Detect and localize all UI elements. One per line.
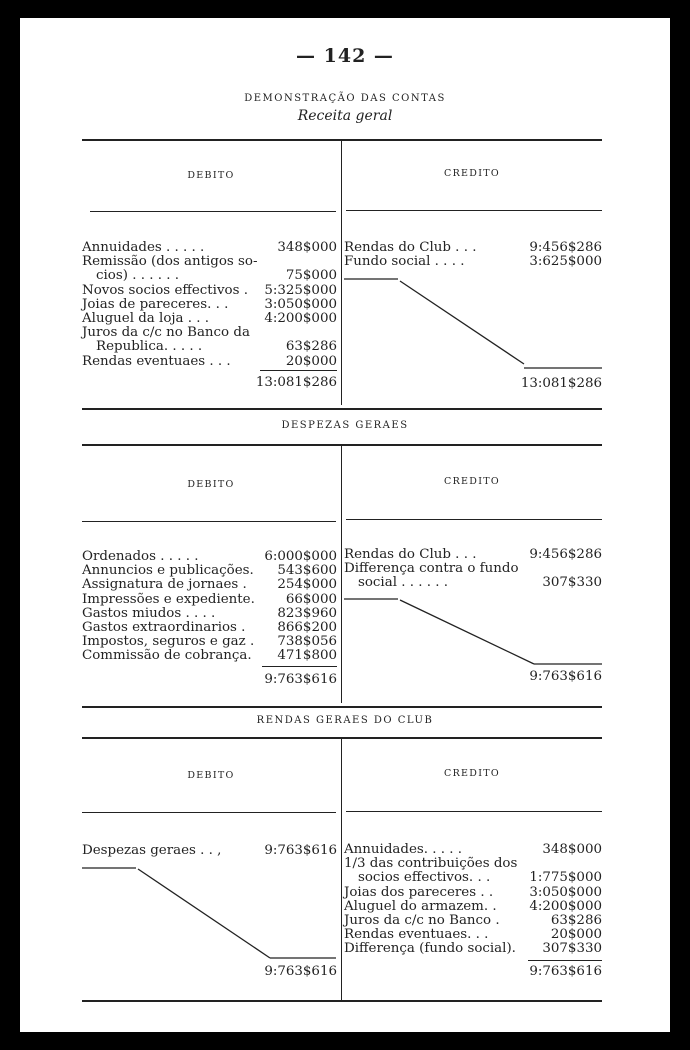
debit-total: 13:081$286 — [255, 375, 337, 390]
section-title: RENDAS GERAES DO CLUB — [256, 715, 434, 726]
ledger-row: Impressões e expediente. 66$000 — [82, 591, 337, 607]
debit-total: 9:763$616 — [264, 672, 337, 687]
document-heading: DEMONSTRAÇÃO DAS CONTAS — [244, 93, 446, 104]
ledger-row: Differença (fundo social). 307$330 — [344, 941, 602, 957]
ledger-row: Rendas do Club . . . 9:456$286 — [344, 240, 602, 255]
debit-header: DEBITO — [187, 479, 235, 490]
ledger-row: Gastos miudos . . . . 823$960 — [82, 605, 337, 621]
ledger-row: Republica. . . . . 63$286 — [96, 339, 337, 355]
ledger-row: Joias de pareceres. . . 3:050$000 — [82, 296, 337, 312]
ledger-row: Annuidades. . . . . 348$000 — [344, 842, 602, 857]
credit-total: 13:081$286 — [520, 376, 602, 391]
ledger-row: Rendas eventuaes . . . 20$000 — [82, 353, 337, 369]
ledger-row: Ordenados . . . . . 6:000$000 — [82, 549, 337, 564]
ledger-row: Differença contra o fundo — [344, 561, 519, 577]
ledger-row: Annuncios e publicações. 543$600 — [82, 563, 337, 579]
ledger-row: Aluguel do armazem. . 4:200$000 — [344, 898, 602, 914]
ledger-row: Annuidades . . . . . 348$000 — [82, 240, 337, 255]
ledger-row: Gastos extraordinarios . 866$200 — [82, 620, 337, 636]
debit-total: 9:763$616 — [264, 964, 337, 979]
ledger-row: Commissão de cobrança. 471$800 — [82, 648, 337, 664]
debit-header: DEBITO — [187, 770, 235, 781]
section-title: DESPEZAS GERAES — [281, 420, 409, 431]
ledger-row: Fundo social . . . . 3:625$000 — [344, 254, 602, 270]
credit-header: CREDITO — [444, 168, 500, 179]
ledger-row: Impostos, seguros e gaz . 738$056 — [82, 634, 337, 650]
credit-total: 9:763$616 — [529, 669, 602, 684]
document-subheading: Receita geral — [297, 108, 393, 124]
ledger-row: Rendas eventuaes. . . 20$000 — [344, 927, 602, 943]
debit-header: DEBITO — [187, 170, 235, 181]
ledger-row: Remissão (dos antigos so- — [82, 254, 258, 270]
page-number: — 142 — — [296, 45, 394, 67]
ledger-row: Juros da c/c no Banco . 63$286 — [344, 913, 602, 929]
ledger-row: Novos socios effectivos . 5:325$000 — [82, 282, 337, 298]
credit-sum-rule — [528, 960, 602, 961]
ledger-row: Assignatura de jornaes . 254$000 — [82, 577, 337, 593]
credit-total: 9:763$616 — [529, 964, 602, 979]
document-page — [20, 18, 670, 1032]
section-bottom-rule — [82, 1000, 602, 1002]
credit-entries — [344, 843, 602, 957]
ledger-row: Despezas geraes . . , 9:763$616 — [82, 843, 337, 858]
ledger-row: 1/3 das contribuições dos — [344, 856, 518, 872]
ledger-row: socios effectivos. . . 1:775$000 — [358, 870, 602, 886]
ledger-row: Joias dos pareceres . . 3:050$000 — [344, 884, 602, 900]
ledger-row: Rendas do Club . . . 9:456$286 — [344, 547, 602, 562]
credit-header: CREDITO — [444, 768, 500, 779]
ledger-row: Juros da c/c no Banco da — [82, 325, 250, 341]
ledger-row: cios) . . . . . . 75$000 — [96, 268, 337, 284]
credit-header: CREDITO — [444, 476, 500, 487]
ledger-row: social . . . . . . 307$330 — [358, 575, 602, 591]
ledger-row: Aluguel da loja . . . 4:200$000 — [82, 311, 337, 327]
